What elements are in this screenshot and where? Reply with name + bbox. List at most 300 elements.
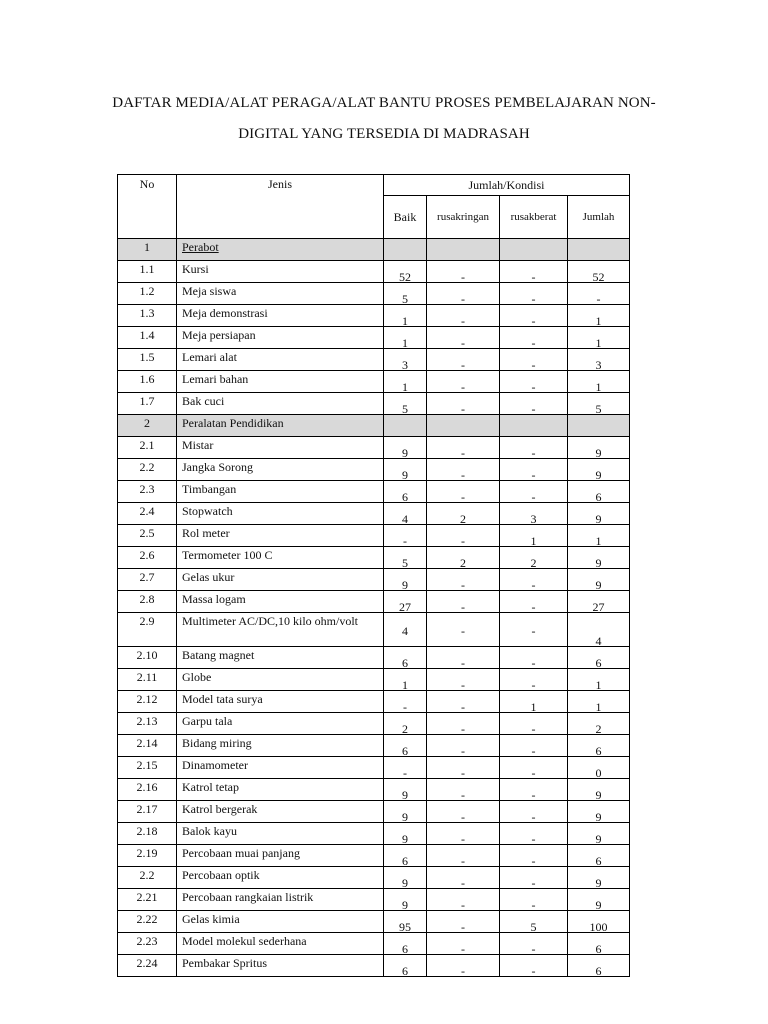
cell-rusak-berat-value: - <box>531 600 536 614</box>
cell-rusak-ringan <box>427 239 500 261</box>
cell-baik-value: 9 <box>402 446 408 460</box>
cell-rusak-ringan <box>427 889 500 911</box>
cell-jenis <box>177 261 384 283</box>
cell-baik <box>384 911 427 933</box>
item-name: Stopwatch <box>182 504 233 518</box>
item-name: Mistar <box>182 438 214 452</box>
cell-rusak-berat <box>500 239 568 261</box>
cell-no: 2.1 <box>118 437 177 459</box>
cell-rusak-ringan <box>427 911 500 933</box>
cell-baik-value: 6 <box>402 942 408 956</box>
cell-no: 1.3 <box>118 305 177 327</box>
item-name: Dinamometer <box>182 758 248 772</box>
cell-jumlah <box>568 735 630 757</box>
cell-jenis <box>177 525 384 547</box>
table-row <box>118 889 630 911</box>
cell-baik <box>384 569 427 591</box>
cell-jenis <box>177 713 384 735</box>
cell-rusak-ringan <box>427 955 500 977</box>
cell-rusak-berat-value: - <box>531 490 536 504</box>
table-row <box>118 437 630 459</box>
cell-rusak-berat <box>500 845 568 867</box>
item-name: Timbangan <box>182 482 237 496</box>
cell-rusak-berat <box>500 955 568 977</box>
table-row <box>118 283 630 305</box>
table-row <box>118 371 630 393</box>
cell-rusak-berat <box>500 305 568 327</box>
item-name: Batang magnet <box>182 648 255 662</box>
cell-jumlah <box>568 845 630 867</box>
cell-jenis <box>177 911 384 933</box>
cell-jumlah <box>568 239 630 261</box>
cell-jumlah-value: 27 <box>592 600 605 614</box>
item-name: Garpu tala <box>182 714 233 728</box>
cell-rusak-ringan <box>427 283 500 305</box>
item-name: Pembakar Spritus <box>182 956 267 970</box>
cell-jumlah <box>568 261 630 283</box>
table-row <box>118 669 630 691</box>
cell-baik <box>384 525 427 547</box>
cell-rusak-ringan <box>427 481 500 503</box>
cell-baik <box>384 371 427 393</box>
cell-rusak-berat-value: - <box>531 898 536 912</box>
cell-rusak-ringan-value: - <box>461 678 465 692</box>
cell-baik <box>384 867 427 889</box>
header-jenis: Jenis <box>177 175 384 239</box>
cell-jumlah-value: 1 <box>595 534 602 548</box>
cell-rusak-berat <box>500 459 568 481</box>
cell-no: 2.24 <box>118 955 177 977</box>
cell-baik <box>384 415 427 437</box>
header-no: No <box>118 175 177 239</box>
cell-jumlah <box>568 713 630 735</box>
cell-baik <box>384 349 427 371</box>
cell-jumlah <box>568 779 630 801</box>
cell-baik <box>384 757 427 779</box>
cell-rusak-berat <box>500 613 568 647</box>
cell-no: 1.7 <box>118 393 177 415</box>
cell-jenis <box>177 955 384 977</box>
cell-rusak-berat-value: - <box>531 358 536 372</box>
cell-no: 2.5 <box>118 525 177 547</box>
cell-rusak-ringan-value: - <box>461 292 465 306</box>
cell-jumlah-value: 6 <box>595 854 602 868</box>
cell-rusak-ringan-value: - <box>461 854 465 868</box>
cell-rusak-berat <box>500 349 568 371</box>
cell-jumlah <box>568 547 630 569</box>
cell-no: 2.22 <box>118 911 177 933</box>
header-rusak-ringan: rusakringan <box>427 196 500 239</box>
cell-rusak-ringan <box>427 503 500 525</box>
cell-rusak-berat <box>500 823 568 845</box>
header-jumlah-kondisi: Jumlah/Kondisi <box>384 175 630 196</box>
cell-rusak-ringan-value: - <box>461 788 465 802</box>
item-name: Jangka Sorong <box>182 460 253 474</box>
item-name: Kursi <box>182 262 209 276</box>
cell-jumlah <box>568 911 630 933</box>
cell-jumlah <box>568 327 630 349</box>
cell-baik-value: 1 <box>402 314 408 328</box>
cell-rusak-ringan-value: - <box>461 446 465 460</box>
cell-baik-value: 9 <box>402 876 408 890</box>
cell-rusak-berat-value: - <box>531 314 536 328</box>
cell-no: 2.7 <box>118 569 177 591</box>
cell-no: 2.8 <box>118 591 177 613</box>
cell-baik <box>384 823 427 845</box>
cell-rusak-ringan <box>427 547 500 569</box>
cell-no: 1.1 <box>118 261 177 283</box>
cell-no: 2.23 <box>118 933 177 955</box>
table-row <box>118 569 630 591</box>
cell-baik <box>384 735 427 757</box>
cell-jumlah-value: 1 <box>595 700 602 714</box>
cell-jenis <box>177 691 384 713</box>
table-body <box>118 239 630 977</box>
cell-no: 2.3 <box>118 481 177 503</box>
cell-jumlah <box>568 349 630 371</box>
cell-baik-value: 9 <box>402 468 408 482</box>
cell-rusak-ringan-value: 2 <box>460 512 466 526</box>
cell-rusak-berat-value: - <box>531 656 536 670</box>
cell-baik <box>384 305 427 327</box>
cell-rusak-ringan-value: - <box>461 578 465 592</box>
cell-jenis <box>177 823 384 845</box>
cell-rusak-berat-value: 1 <box>530 534 537 548</box>
cell-rusak-berat <box>500 669 568 691</box>
cell-jumlah-value: 9 <box>595 832 602 846</box>
cell-rusak-berat <box>500 735 568 757</box>
cell-rusak-berat-value: 3 <box>530 512 537 526</box>
cell-rusak-berat-value: - <box>531 854 536 868</box>
cell-baik <box>384 503 427 525</box>
cell-baik-value: - <box>403 766 407 780</box>
cell-jumlah <box>568 415 630 437</box>
cell-jumlah-value: 6 <box>595 964 602 978</box>
table-row <box>118 933 630 955</box>
cell-rusak-berat-value: - <box>531 832 536 846</box>
cell-baik <box>384 327 427 349</box>
table-row <box>118 525 630 547</box>
cell-no: 2.21 <box>118 889 177 911</box>
cell-baik <box>384 393 427 415</box>
cell-rusak-ringan-value: - <box>461 270 465 284</box>
cell-jumlah <box>568 889 630 911</box>
cell-rusak-ringan-value: - <box>461 766 465 780</box>
cell-jumlah-value: 9 <box>595 898 602 912</box>
cell-jumlah <box>568 371 630 393</box>
cell-baik-value: - <box>403 700 407 714</box>
cell-baik-value: 2 <box>402 722 408 736</box>
cell-rusak-ringan-value: - <box>461 876 465 890</box>
cell-baik <box>384 437 427 459</box>
table-row <box>118 305 630 327</box>
cell-jumlah <box>568 647 630 669</box>
cell-rusak-ringan-value: - <box>461 534 465 548</box>
document-title <box>100 88 668 150</box>
item-name: Percobaan rangkaian listrik <box>182 890 314 904</box>
cell-no: 2.18 <box>118 823 177 845</box>
cell-no: 1.2 <box>118 283 177 305</box>
cell-jumlah <box>568 591 630 613</box>
cell-rusak-berat-value: - <box>531 722 536 736</box>
cell-rusak-ringan-value: 2 <box>460 556 466 570</box>
item-name: Gelas kimia <box>182 912 240 926</box>
table-row <box>118 779 630 801</box>
cell-jumlah-value: 9 <box>595 578 602 592</box>
cell-jumlah-value: 9 <box>595 468 602 482</box>
cell-rusak-berat-value: - <box>531 623 536 638</box>
table-header <box>118 175 630 239</box>
cell-rusak-berat <box>500 481 568 503</box>
cell-rusak-berat <box>500 933 568 955</box>
cell-baik-value: 6 <box>402 744 408 758</box>
cell-no: 2.9 <box>118 613 177 647</box>
cell-rusak-berat <box>500 911 568 933</box>
cell-no: 2.14 <box>118 735 177 757</box>
table-row <box>118 911 630 933</box>
cell-jumlah <box>568 801 630 823</box>
cell-jenis <box>177 867 384 889</box>
cell-rusak-ringan <box>427 691 500 713</box>
cell-rusak-ringan <box>427 735 500 757</box>
cell-jenis <box>177 481 384 503</box>
cell-rusak-berat <box>500 801 568 823</box>
cell-baik-value: 5 <box>402 292 408 306</box>
table-row <box>118 327 630 349</box>
cell-jumlah-value: 4 <box>595 634 602 648</box>
cell-jumlah <box>568 503 630 525</box>
cell-rusak-ringan <box>427 933 500 955</box>
cell-no: 2.15 <box>118 757 177 779</box>
item-name: Lemari bahan <box>182 372 249 386</box>
cell-no: 1 <box>118 239 177 261</box>
table-row <box>118 261 630 283</box>
cell-jumlah-value: 2 <box>595 722 602 736</box>
cell-jumlah-value: 9 <box>595 512 602 526</box>
cell-jumlah <box>568 955 630 977</box>
table-row <box>118 691 630 713</box>
item-name: Percobaan optik <box>182 868 260 882</box>
table-row <box>118 735 630 757</box>
cell-jumlah-value: 3 <box>595 358 602 372</box>
cell-rusak-ringan <box>427 647 500 669</box>
cell-rusak-berat-value: - <box>531 876 536 890</box>
item-name: Meja persiapan <box>182 328 256 342</box>
cell-rusak-berat-value: - <box>531 446 536 460</box>
cell-baik-value: 6 <box>402 964 408 978</box>
table-row <box>118 547 630 569</box>
item-name: Lemari alat <box>182 350 237 364</box>
cell-jenis <box>177 503 384 525</box>
table-row <box>118 503 630 525</box>
cell-rusak-ringan-value: - <box>461 964 465 978</box>
item-name: Termometer 100 C <box>182 548 273 562</box>
cell-baik <box>384 955 427 977</box>
table-row <box>118 823 630 845</box>
cell-jumlah-value: 6 <box>595 656 602 670</box>
cell-rusak-ringan-value: - <box>461 358 465 372</box>
cell-baik <box>384 691 427 713</box>
cell-rusak-berat <box>500 547 568 569</box>
table-row <box>118 393 630 415</box>
cell-jumlah-value: 0 <box>595 766 602 780</box>
table-row <box>118 801 630 823</box>
cell-rusak-ringan <box>427 779 500 801</box>
cell-jumlah <box>568 525 630 547</box>
cell-no: 1.4 <box>118 327 177 349</box>
cell-jumlah-value: 52 <box>592 270 605 284</box>
cell-rusak-ringan-value: - <box>461 832 465 846</box>
cell-baik <box>384 713 427 735</box>
cell-rusak-berat <box>500 371 568 393</box>
cell-rusak-ringan <box>427 261 500 283</box>
cell-baik-value: 3 <box>402 358 408 372</box>
cell-rusak-berat-value: - <box>531 788 536 802</box>
cell-rusak-ringan-value: - <box>461 942 465 956</box>
cell-no: 2.2 <box>118 459 177 481</box>
cell-jumlah <box>568 691 630 713</box>
cell-rusak-ringan <box>427 757 500 779</box>
cell-baik <box>384 779 427 801</box>
cell-baik-value: - <box>403 534 407 548</box>
cell-no: 2.2 <box>118 867 177 889</box>
cell-jenis <box>177 801 384 823</box>
cell-baik-value: 9 <box>402 788 408 802</box>
cell-baik-value: 6 <box>402 854 408 868</box>
cell-jenis <box>177 371 384 393</box>
cell-rusak-berat <box>500 569 568 591</box>
cell-baik-value: 95 <box>399 920 411 934</box>
cell-rusak-berat-value: - <box>531 810 536 824</box>
header-jumlah: Jumlah <box>568 196 630 239</box>
cell-jumlah <box>568 393 630 415</box>
cell-rusak-ringan-value: - <box>461 700 465 714</box>
cell-jenis <box>177 415 384 437</box>
cell-baik-value: 1 <box>402 380 408 394</box>
cell-rusak-ringan <box>427 349 500 371</box>
header-baik: Baik <box>384 196 427 239</box>
cell-rusak-berat <box>500 283 568 305</box>
cell-baik-value: 6 <box>402 656 408 670</box>
cell-jumlah <box>568 669 630 691</box>
cell-rusak-ringan <box>427 393 500 415</box>
cell-rusak-ringan <box>427 437 500 459</box>
cell-baik <box>384 261 427 283</box>
cell-jumlah-value: 9 <box>595 810 602 824</box>
cell-baik <box>384 547 427 569</box>
cell-baik <box>384 669 427 691</box>
cell-rusak-ringan <box>427 305 500 327</box>
item-name: Meja siswa <box>182 284 237 298</box>
cell-baik-value: 9 <box>402 898 408 912</box>
cell-jumlah-value: 6 <box>595 744 602 758</box>
cell-rusak-berat-value: 5 <box>530 920 537 934</box>
cell-jumlah <box>568 305 630 327</box>
cell-jenis <box>177 239 384 261</box>
cell-baik <box>384 889 427 911</box>
cell-jumlah <box>568 867 630 889</box>
cell-jumlah <box>568 933 630 955</box>
cell-rusak-ringan <box>427 867 500 889</box>
cell-rusak-ringan-value: - <box>461 380 465 394</box>
cell-rusak-berat-value: - <box>531 402 536 416</box>
cell-rusak-berat-value: - <box>531 942 536 956</box>
cell-rusak-ringan-value: - <box>461 656 465 670</box>
cell-rusak-berat <box>500 691 568 713</box>
cell-jumlah-value: 100 <box>589 920 608 934</box>
cell-rusak-berat-value: - <box>531 678 536 692</box>
cell-jenis <box>177 305 384 327</box>
item-name: Meja demonstrasi <box>182 306 268 320</box>
cell-jumlah-value: 6 <box>595 490 602 504</box>
cell-baik-value: 4 <box>402 512 408 526</box>
inventory-table <box>117 174 630 977</box>
cell-jumlah-value: 9 <box>595 556 602 570</box>
cell-jumlah <box>568 437 630 459</box>
table-row <box>118 647 630 669</box>
item-name: Katrol bergerak <box>182 802 258 816</box>
item-name: Multimeter AC/DC,10 kilo ohm/volt <box>182 614 359 628</box>
cell-no: 2.16 <box>118 779 177 801</box>
cell-jenis <box>177 779 384 801</box>
cell-jenis <box>177 283 384 305</box>
cell-no: 1.6 <box>118 371 177 393</box>
cell-rusak-berat-value: - <box>531 964 536 978</box>
cell-jumlah-value: 6 <box>595 942 602 956</box>
cell-no: 1.5 <box>118 349 177 371</box>
cell-jumlah <box>568 459 630 481</box>
cell-baik <box>384 613 427 647</box>
cell-rusak-ringan <box>427 801 500 823</box>
item-name: Model tata surya <box>182 692 263 706</box>
item-name: Bak cuci <box>182 394 225 408</box>
cell-baik <box>384 647 427 669</box>
cell-jumlah-value: 5 <box>595 402 602 416</box>
cell-rusak-berat <box>500 437 568 459</box>
cell-jenis <box>177 437 384 459</box>
item-name: Balok kayu <box>182 824 237 838</box>
table-row <box>118 591 630 613</box>
item-name: Globe <box>182 670 212 684</box>
cell-rusak-ringan <box>427 713 500 735</box>
cell-rusak-berat <box>500 261 568 283</box>
cell-rusak-ringan <box>427 459 500 481</box>
section-row <box>118 239 630 261</box>
cell-rusak-berat <box>500 867 568 889</box>
table-row <box>118 867 630 889</box>
cell-jenis <box>177 459 384 481</box>
table-row <box>118 349 630 371</box>
cell-rusak-ringan-value: - <box>461 336 465 350</box>
cell-no: 2.10 <box>118 647 177 669</box>
cell-jumlah <box>568 757 630 779</box>
cell-rusak-berat <box>500 525 568 547</box>
cell-rusak-berat-value: - <box>531 380 536 394</box>
cell-rusak-berat <box>500 713 568 735</box>
cell-jumlah <box>568 283 630 305</box>
table-row <box>118 713 630 735</box>
cell-baik-value: 9 <box>402 578 408 592</box>
cell-baik <box>384 481 427 503</box>
item-name: Massa logam <box>182 592 246 606</box>
cell-jenis <box>177 757 384 779</box>
cell-jumlah-value: 9 <box>595 876 602 890</box>
item-name: Rol meter <box>182 526 230 540</box>
cell-jumlah-value: 1 <box>595 314 602 328</box>
cell-rusak-ringan-value: - <box>461 623 465 638</box>
cell-jumlah <box>568 613 630 647</box>
cell-jenis <box>177 735 384 757</box>
